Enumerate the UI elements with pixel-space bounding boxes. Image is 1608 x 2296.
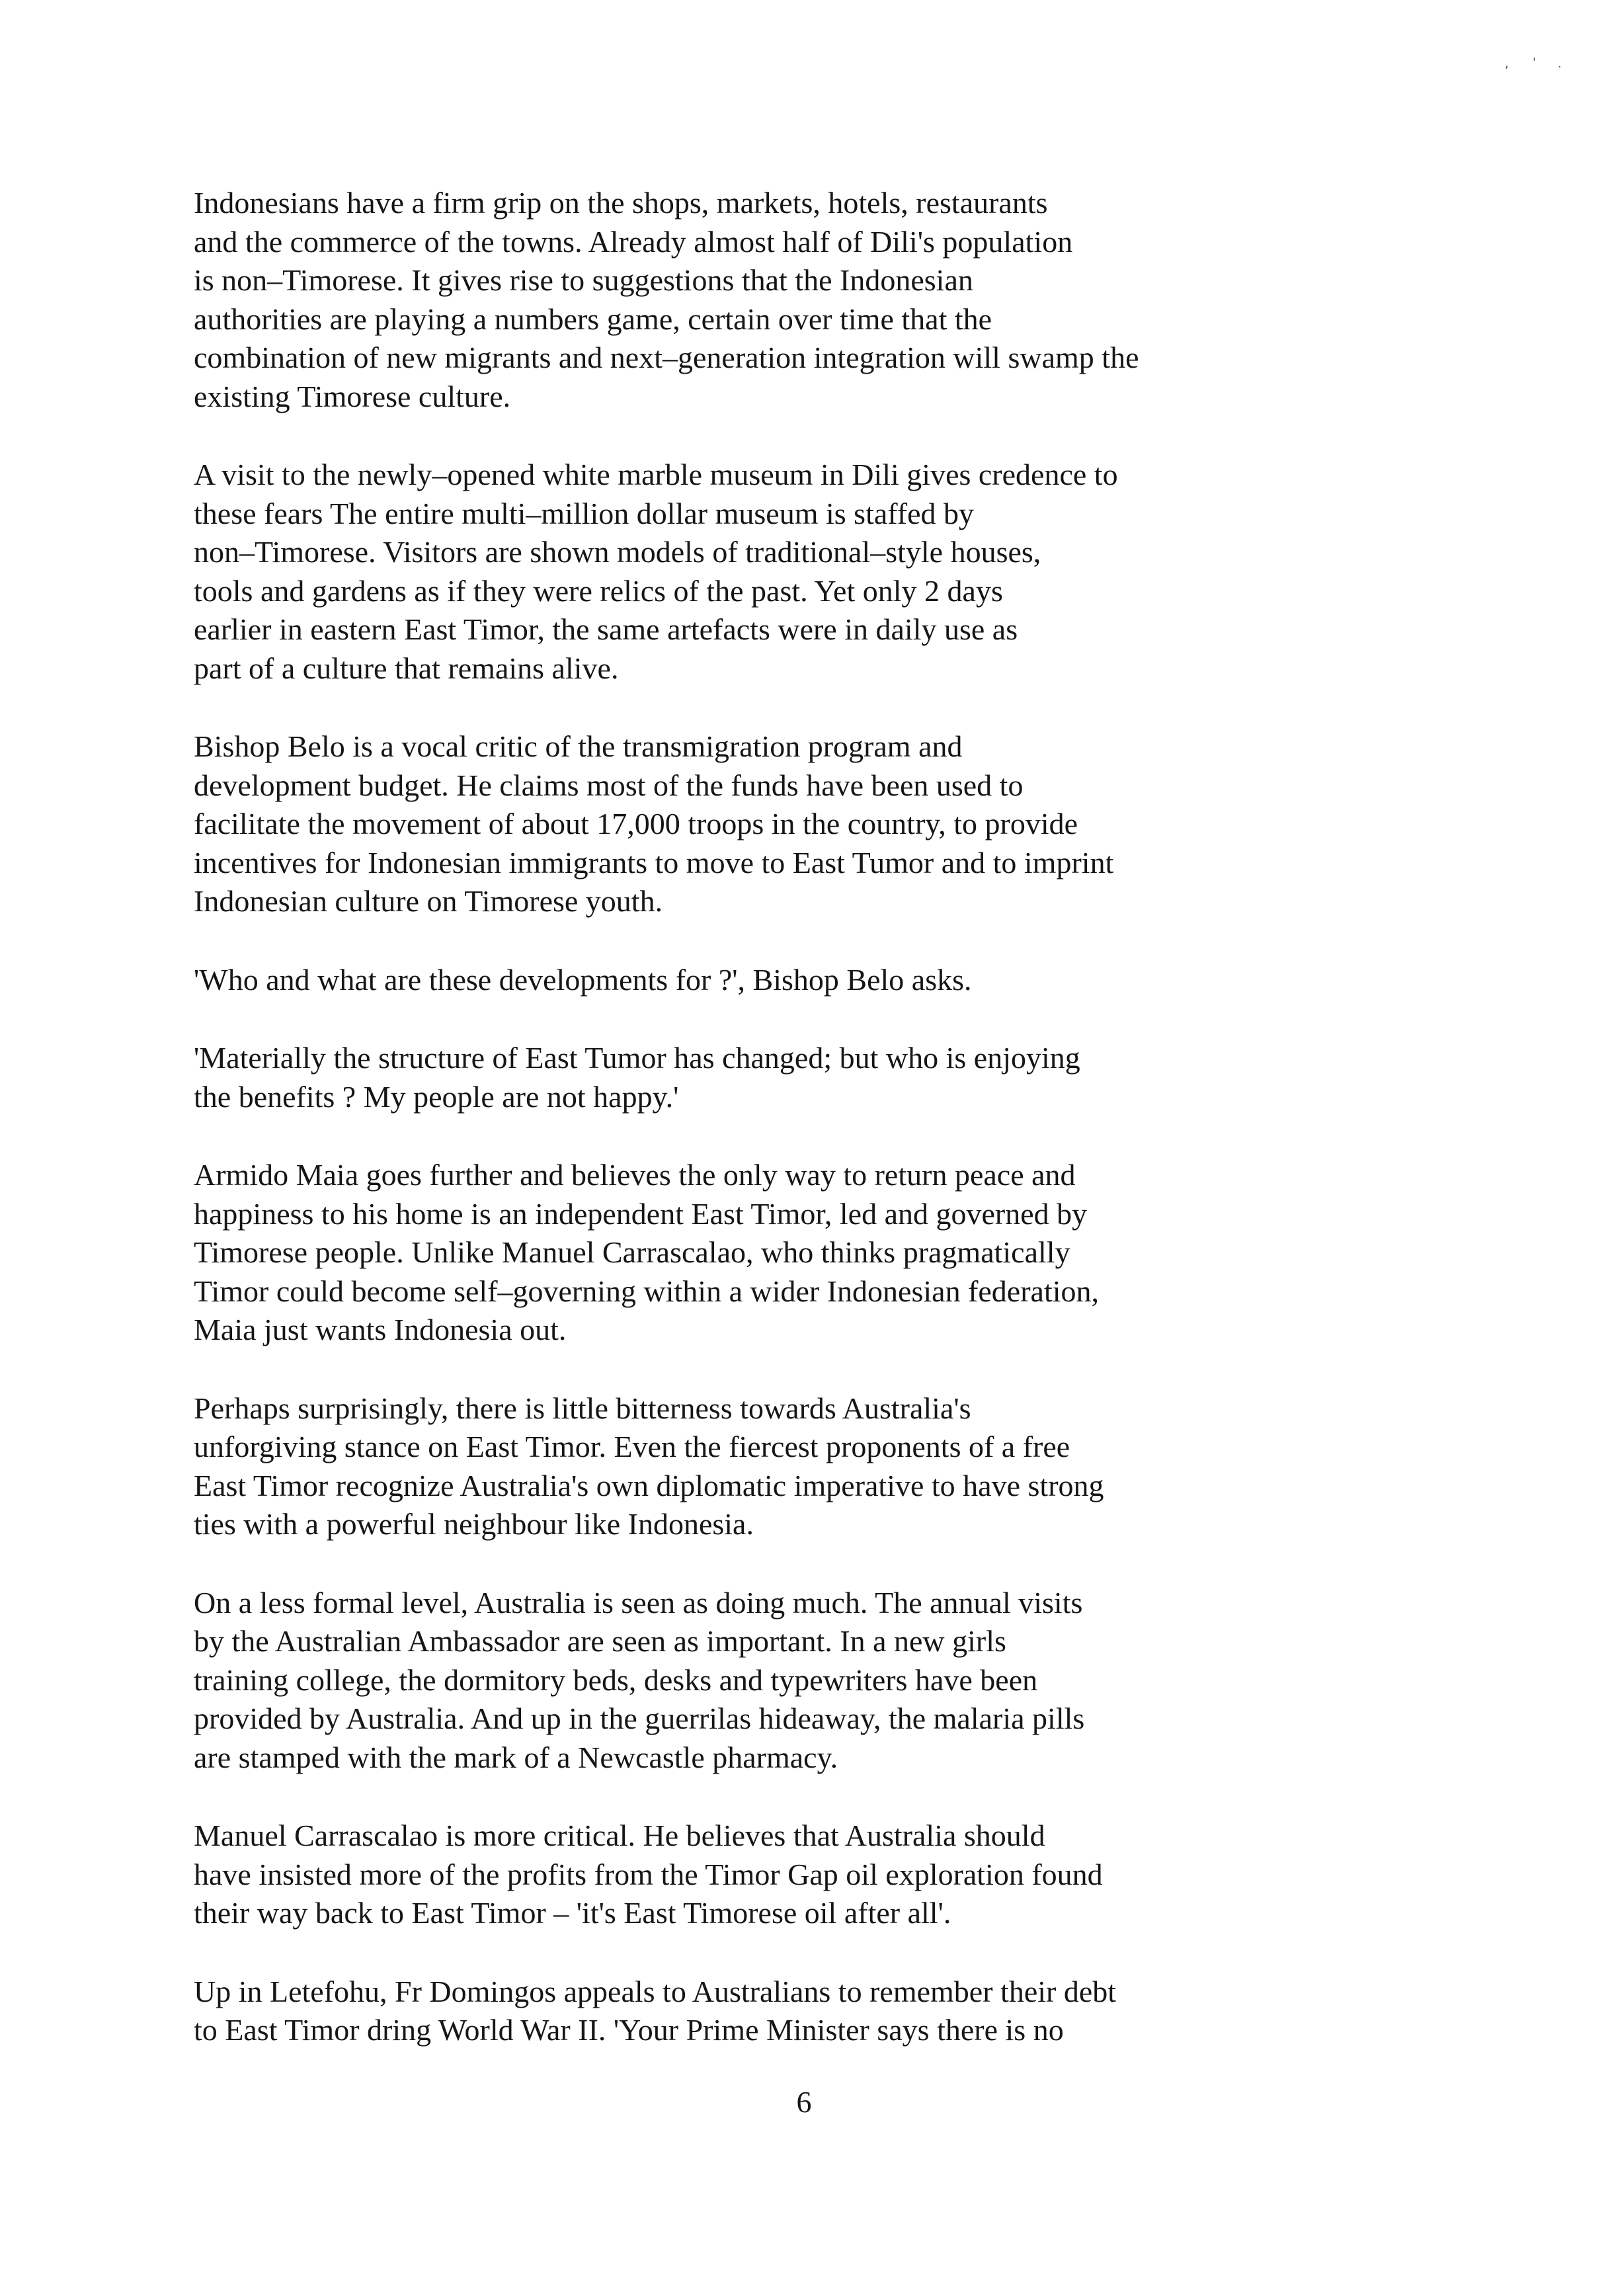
text-line: incentives for Indonesian immigrants to move to East Tumor and to imprint <box>194 845 1114 880</box>
text-line: 'Who and what are these developments for ?', Bishop Belo asks. <box>194 962 972 997</box>
text-line: Indonesian culture on Timorese youth. <box>194 884 663 918</box>
page-number: 6 <box>796 2085 812 2119</box>
paragraph <box>194 1973 1331 2050</box>
paragraph <box>194 1389 1331 1544</box>
scan-speck: , <box>1505 57 1509 71</box>
text-line: Up in Letefohu, Fr Domingos appeals to Australians to remember their debt <box>194 1974 1117 2008</box>
text-line: Maia just wants Indonesia out. <box>194 1313 567 1346</box>
text-line: are stamped with the mark of a Newcastle pharmacy. <box>194 1740 838 1774</box>
text-line: provided by Australia. And up in the guerrilas hideaway, the malaria pills <box>194 1702 1085 1735</box>
text-line: to East Timor dring World War II. 'Your Prime Minister says there is no <box>194 2013 1064 2047</box>
text-line: part of a culture that remains alive. <box>194 651 619 685</box>
text-line: earlier in eastern East Timor, the same artefacts were in daily use as <box>194 612 1018 646</box>
paragraph <box>194 1584 1331 1778</box>
text-line: combination of new migrants and next–generation integration will swamp the <box>194 341 1139 374</box>
text-line: Timorese people. Unlike Manuel Carrascalao, who thinks pragmatically <box>194 1235 1070 1269</box>
text-line: by the Australian Ambassador are seen as important. In a new girls <box>194 1624 1006 1658</box>
text-line: unforgiving stance on East Timor. Even the fiercest proponents of a free <box>194 1430 1070 1463</box>
paragraph <box>194 727 1331 921</box>
text-line: and the commerce of the towns. Already almost half of Dili's population <box>194 224 1073 259</box>
text-line: Perhaps surprisingly, there is little bitterness towards Australia's <box>194 1391 971 1425</box>
text-line: Armido Maia goes further and believes the only way to return peace and <box>194 1158 1076 1192</box>
text-line: 'Materially the structure of East Tumor has changed; but who is enjoying <box>194 1041 1080 1075</box>
text-line: Bishop Belo is a vocal critic of the transmigration program and <box>194 729 963 763</box>
text-line: Timor could become self–governing within a wider Indonesian federation, <box>194 1274 1100 1308</box>
text-line: training college, the dormitory beds, desks and typewriters have been <box>194 1662 1038 1697</box>
text-line: On a less formal level, Australia is seen as doing much. The annual visits <box>194 1585 1083 1620</box>
text-line: non–Timorese. Visitors are shown models of traditional–style houses, <box>194 535 1041 569</box>
text-line: facilitate the movement of about 17,000 troops in the country, to provide <box>194 807 1078 840</box>
text-line: is non–Timorese. It gives rise to suggestions that the Indonesian <box>194 263 973 297</box>
text-line: their way back to East Timor – 'it's East Timorese oil after all'. <box>194 1896 951 1930</box>
text-line: the benefits ? My people are not happy.' <box>194 1079 679 1114</box>
text-line: East Timor recognize Australia's own diplomatic imperative to have strong <box>194 1468 1104 1502</box>
text-line: have insisted more of the profits from the Timor Gap oil exploration found <box>194 1857 1103 1891</box>
text-line: happiness to his home is an independent East Timor, led and governed by <box>194 1196 1088 1231</box>
text-line: Indonesians have a firm grip on the shops, markets, hotels, restaurants <box>194 186 1048 220</box>
paragraph <box>194 1156 1331 1350</box>
text-line: these fears The entire multi–million dollar museum is staffed by <box>194 496 974 530</box>
scan-speck: ' <box>1533 56 1536 69</box>
text-line: Manuel Carrascalao is more critical. He believes that Australia should <box>194 1819 1045 1852</box>
text-line: development budget. He claims most of the funds have been used to <box>194 768 1024 802</box>
paragraph <box>194 1817 1331 1933</box>
paragraph <box>194 1039 1331 1116</box>
text-line: tools and gardens as if they were relics of the past. Yet only 2 days <box>194 573 1003 608</box>
scan-speck: . <box>1558 57 1562 71</box>
paragraph <box>194 456 1331 688</box>
text-line: ties with a powerful neighbour like Indonesia. <box>194 1507 754 1541</box>
text-line: authorities are playing a numbers game, certain over time that the <box>194 302 992 336</box>
paragraph <box>194 961 1331 1000</box>
body-text <box>194 184 1331 2090</box>
paragraph <box>194 184 1331 416</box>
text-line: existing Timorese culture. <box>194 379 511 413</box>
text-line: A visit to the newly–opened white marble museum in Dili gives credence to <box>194 458 1118 491</box>
